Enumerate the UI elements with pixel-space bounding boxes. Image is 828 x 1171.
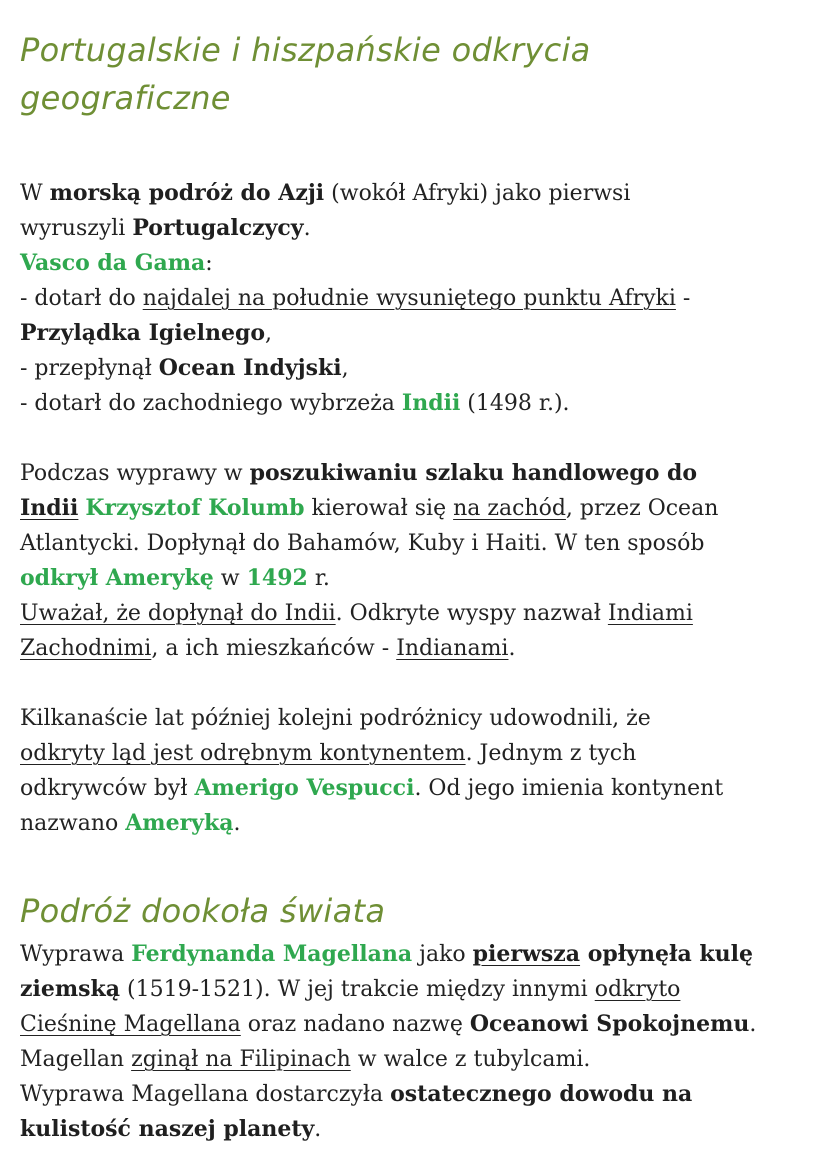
underlined-term: zginął na Filipinach (131, 1047, 351, 1072)
bold-term: Przylądka Igielnego (20, 320, 265, 346)
text-run: Atlantycki. Dopłynął do Bahamów, Kuby i Haiti. W ten sposób (20, 531, 705, 556)
text-run: . (314, 1117, 322, 1142)
highlight-name: Krzysztof Kolumb (85, 495, 305, 521)
text-run: : (205, 251, 213, 276)
text-run: . Jednym z tych (465, 741, 637, 766)
underlined-term: na zachód (453, 496, 566, 521)
text-line (20, 596, 810, 631)
text-line (20, 1112, 810, 1147)
bold-term: Portugalczycy (132, 215, 304, 241)
text-run: wyruszyli (20, 216, 133, 241)
text-run: Wyprawa (20, 942, 132, 967)
section-heading: Podróż dookoła świata (20, 892, 386, 930)
text-run: odkrywców był (20, 776, 195, 801)
text-run: Kilkanaście lat później kolejni podróżnicy udowodnili, że (20, 706, 651, 731)
paragraph-vespucci (20, 701, 810, 841)
text-line (20, 456, 810, 491)
text-line (20, 972, 810, 1007)
text-run: - dotarł do (20, 286, 143, 311)
text-run: r. (307, 566, 330, 591)
text-run: jako (412, 942, 473, 967)
underlined-term: Indiami (607, 601, 693, 626)
highlight-year: 1492 (246, 565, 308, 591)
text-run: . (303, 216, 311, 241)
text-run: . (508, 636, 516, 661)
highlight-name: Ameryką (125, 810, 234, 836)
text-line (20, 736, 810, 771)
text-run: , (341, 356, 349, 381)
text-line (20, 1042, 810, 1077)
underlined-term: Uważał, że dopłynął do Indii (20, 601, 336, 626)
text-line (20, 281, 810, 316)
text-line (20, 937, 810, 972)
bold-underlined-term: pierwsza (472, 941, 581, 967)
highlight-name: Vasco da Gama (20, 250, 206, 276)
text-run: . Odkryte wyspy nazwał (335, 601, 608, 626)
bold-term: ostatecznego dowodu na (390, 1081, 693, 1107)
text-run: (wokół Afryki) jako pierwsi (324, 181, 631, 206)
paragraph-magellan (20, 937, 810, 1147)
underlined-term: Indianami (396, 636, 509, 661)
text-run: . (233, 811, 241, 836)
text-run: , przez Ocean (565, 496, 719, 521)
text-line (20, 701, 810, 736)
text-run: kierował się (304, 496, 454, 521)
text-line (20, 316, 810, 351)
underlined-term: Cieśninę Magellana (20, 1012, 241, 1037)
underlined-term: odkryty ląd jest odrębnym kontynentem (20, 741, 466, 766)
text-run: Podczas wyprawy w (20, 461, 250, 486)
text-line (20, 176, 810, 211)
text-run: oraz nadano nazwę (240, 1012, 470, 1037)
text-run: - (675, 286, 691, 311)
bold-term: opłynęła kulę (580, 941, 753, 967)
underlined-term: Zachodnimi (20, 636, 152, 661)
text-line (20, 526, 810, 561)
bold-term: Oceanowi Spokojnemu (469, 1011, 750, 1037)
text-line (20, 386, 810, 421)
text-run: . (749, 1012, 757, 1037)
text-line (20, 806, 810, 841)
bold-underlined-term: Indii (20, 495, 79, 521)
highlight-name: odkrył Amerykę (20, 565, 214, 591)
text-run: w (213, 566, 247, 591)
text-line (20, 491, 810, 526)
text-line (20, 211, 810, 246)
paragraph-columbus (20, 456, 810, 666)
underlined-term: odkryto (594, 977, 681, 1002)
text-run: (1498 r.). (460, 391, 570, 416)
underlined-term: najdalej na południe wysuniętego punktu Afryki (142, 286, 676, 311)
text-line (20, 771, 810, 806)
text-run: nazwano (20, 811, 126, 836)
bold-term: ziemską (20, 976, 121, 1002)
text-run: W (20, 181, 50, 206)
text-run: w walce z tubylcami. (350, 1047, 591, 1072)
bold-term: poszukiwaniu szlaku handlowego do (249, 460, 698, 486)
page-title: Portugalskie i hiszpańskie odkrycia geograficzne (20, 31, 591, 117)
highlight-name: Amerigo Vespucci (194, 775, 415, 801)
text-run: , a ich mieszkańców - (151, 636, 397, 661)
text-run: - przepłynął (20, 356, 159, 381)
highlight-name: Indii (401, 390, 461, 416)
paragraph-portuguese (20, 176, 810, 421)
text-line (20, 351, 810, 386)
text-run: - dotarł do zachodniego wybrzeża (20, 391, 402, 416)
text-line (20, 246, 810, 281)
text-line (20, 561, 810, 596)
text-line (20, 1077, 810, 1112)
text-run: (1519-1521). W jej trakcie między innymi (120, 977, 595, 1002)
text-run: , (265, 321, 272, 346)
highlight-name: Ferdynanda Magellana (131, 941, 413, 967)
text-run: Magellan (20, 1047, 132, 1072)
text-run: Wyprawa Magellana dostarczyła (20, 1082, 391, 1107)
bold-term: kulistość naszej planety (20, 1116, 315, 1142)
bold-term: morską podróż do Azji (49, 180, 325, 206)
text-line (20, 1007, 810, 1042)
bold-term: Ocean Indyjski (158, 355, 342, 381)
text-line (20, 631, 810, 666)
text-run: . Od jego imienia kontynent (414, 776, 724, 801)
